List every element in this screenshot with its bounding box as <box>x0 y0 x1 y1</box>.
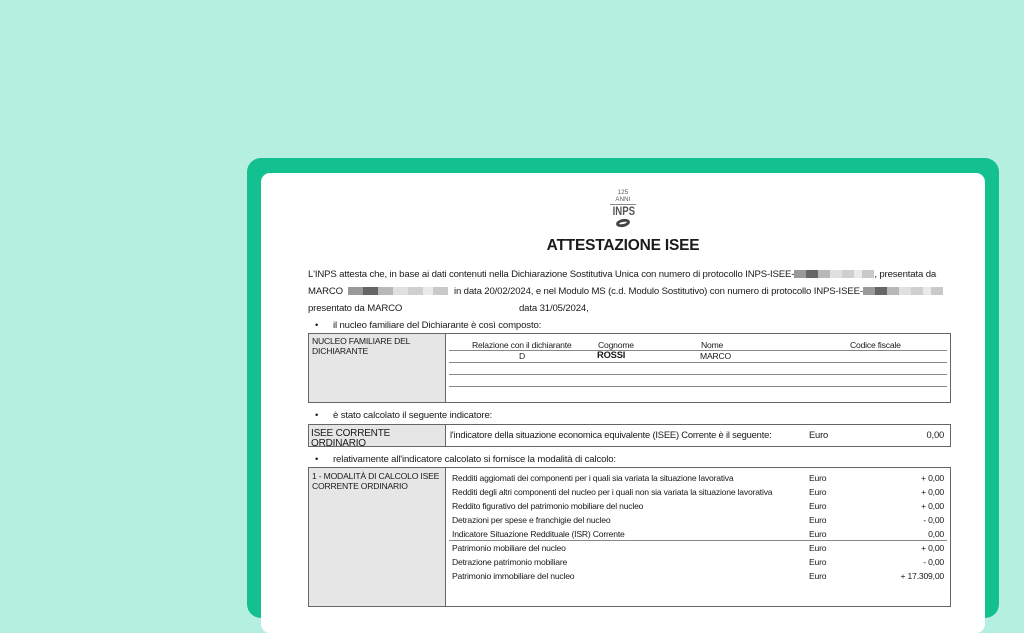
subtotal-divider <box>449 540 947 541</box>
header-codice-fiscale: Codice fiscale <box>850 340 901 350</box>
bullet-icon: • <box>315 320 319 331</box>
intro-text: MARCO <box>308 286 343 297</box>
intro-line-3-a: presentato da MARCO <box>308 303 403 314</box>
divider <box>449 362 947 363</box>
calcolo-row-currency: Euro <box>809 501 827 511</box>
bullet-text: il nucleo familiare del Dichiarante è così composto: <box>333 320 542 331</box>
isee-label: ISEE CORRENTE ORDINARIO <box>309 425 446 446</box>
intro-line-3-b: data 31/05/2024, <box>519 303 589 314</box>
calcolo-row-value: + 0,00 <box>921 473 944 483</box>
calcolo-row-currency: Euro <box>809 543 827 553</box>
calcolo-row-currency: Euro <box>809 571 827 581</box>
nucleo-table <box>308 333 951 403</box>
calcolo-row-value: + 0,00 <box>921 501 944 511</box>
calcolo-row-desc: Redditi degli altri componenti del nucleo per i quali non sia variata la situazione lavorativa <box>452 487 773 497</box>
bullet-text: è stato calcolato il seguente indicatore: <box>333 410 493 421</box>
bullet-modalita <box>315 454 616 466</box>
calcolo-row-currency: Euro <box>809 473 827 483</box>
calcolo-label: 1 - MODALITÀ DI CALCOLO ISEE CORRENTE ORDINARIO <box>309 468 446 606</box>
calcolo-row-desc: Patrimonio immobiliare del nucleo <box>452 571 575 581</box>
document-frame <box>247 158 999 618</box>
calcolo-table <box>308 467 951 607</box>
calcolo-row-currency: Euro <box>809 557 827 567</box>
redacted-protocol <box>863 287 943 295</box>
header-nome: Nome <box>701 340 724 350</box>
intro-text: in data 20/02/2024, e nel Modulo MS (c.d. Modulo Sostitutivo) con numero di protocollo INPS-ISEE- <box>454 286 863 297</box>
inps-logo <box>610 190 636 227</box>
intro-text: , presentata da <box>874 269 937 280</box>
header-relazione: Relazione con il dichiarante <box>472 340 572 350</box>
calcolo-row-currency: Euro <box>809 515 827 525</box>
divider <box>449 374 947 375</box>
document-page <box>261 173 985 633</box>
isee-currency: Euro <box>809 429 829 440</box>
document-title: ATTESTAZIONE ISEE <box>546 237 700 254</box>
inps-ring-icon <box>615 218 630 229</box>
bullet-icon: • <box>315 454 319 465</box>
calcolo-row-desc: Indicatore Situazione Reddituale (ISR) Corrente <box>452 529 625 539</box>
intro-text: L'INPS attesta che, in base ai dati contenuti nella Dichiarazione Sostitutiva Unica con numero di protocollo INPS-ISEE- <box>308 269 795 280</box>
calcolo-row-value: - 0,00 <box>923 515 944 525</box>
cell-cognome: ROSSI <box>597 349 626 360</box>
divider <box>449 386 947 387</box>
isee-value: 0,00 <box>926 429 944 440</box>
header-cognome: Cognome <box>598 340 634 350</box>
nucleo-label: NUCLEO FAMILIARE DEL DICHIARANTE <box>309 334 446 402</box>
bullet-nucleo <box>315 320 541 332</box>
calcolo-row-desc: Reddito figurativo del patrimonio mobiliare del nucleo <box>452 501 644 511</box>
calcolo-row-value: + 0,00 <box>921 487 944 497</box>
calcolo-row-desc: Detrazioni per spese e franchigie del nucleo <box>452 515 611 525</box>
logo-anniversary: 125 ANNI <box>610 190 636 205</box>
logo-brand: INPS <box>612 204 636 218</box>
intro-line-2 <box>308 286 943 298</box>
redacted-surname <box>348 287 448 295</box>
bullet-icon: • <box>315 410 319 421</box>
calcolo-row-currency: Euro <box>809 529 827 539</box>
calcolo-row-value: - 0,00 <box>923 557 944 567</box>
bullet-indicatore <box>315 410 492 422</box>
isee-description: l'indicatore della situazione economica equivalente (ISEE) Corrente è il seguente: <box>450 429 772 440</box>
calcolo-row-desc: Detrazione patrimonio mobiliare <box>452 557 568 567</box>
calcolo-row-desc: Redditi aggiomati dei componenti per i quali sia variata la situazione lavorativa <box>452 473 734 483</box>
intro-line-1 <box>308 269 936 281</box>
cell-relazione: D <box>519 351 526 361</box>
calcolo-row-value: 0,00 <box>928 529 944 539</box>
redacted-protocol <box>794 270 874 278</box>
calcolo-row-desc: Patrimonio mobiliare del nucleo <box>452 543 566 553</box>
cell-nome: MARCO <box>700 351 731 361</box>
calcolo-row-value: + 17.309,00 <box>900 571 944 581</box>
bullet-text: relativamente all'indicatore calcolato si fornisce la modalità di calcolo: <box>333 454 616 465</box>
calcolo-row-currency: Euro <box>809 487 827 497</box>
calcolo-row-value: + 0,00 <box>921 543 944 553</box>
isee-box <box>308 424 951 447</box>
